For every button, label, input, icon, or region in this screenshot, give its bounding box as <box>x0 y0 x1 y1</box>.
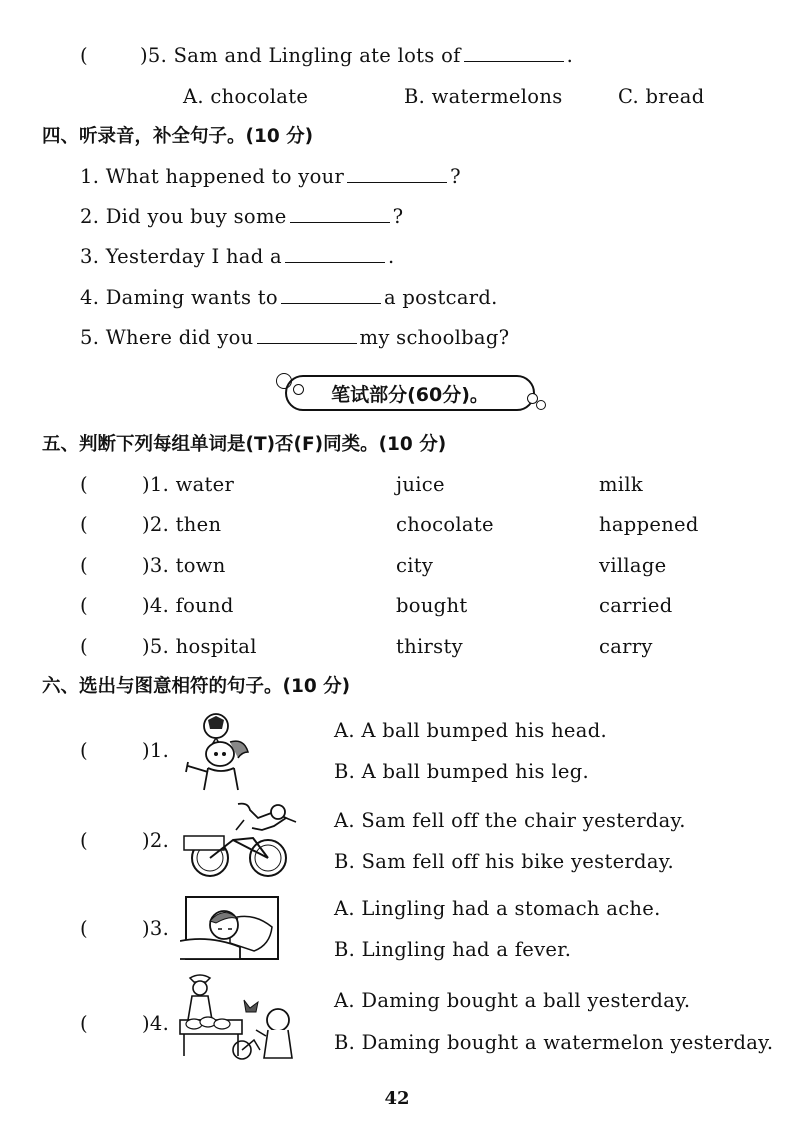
word-3: carry <box>599 635 653 658</box>
answer-blank[interactable] <box>347 166 447 183</box>
word-2: bought <box>396 594 468 617</box>
fill-sentence-5: 5. Where did you my schoolbag? <box>80 326 510 349</box>
girl-in-bed-icon <box>180 893 284 963</box>
fill-sentence-1: 1. What happened to your ? <box>80 165 461 188</box>
option-a: A. chocolate <box>183 85 309 108</box>
item-number: )4. <box>142 1012 170 1035</box>
page-number: 42 <box>384 1088 410 1109</box>
fill-sentence-4: 4. Daming wants to a postcard. <box>80 286 498 309</box>
option-b: B. watermelons <box>404 85 563 108</box>
choice-a: A. Sam fell off the chair yesterday. <box>334 809 686 832</box>
choice-b: B. Daming bought a watermelon yesterday. <box>334 1031 774 1054</box>
word-1: )5. hospital <box>142 635 257 658</box>
item-number: )3. <box>142 917 170 940</box>
boy-fall-bike-icon <box>178 800 306 882</box>
word-3: village <box>599 554 667 577</box>
answer-blank[interactable] <box>290 206 390 223</box>
item-number: )1. <box>142 739 170 762</box>
section5-title: 五、判断下列每组单词是(T)否(F)同类。(10 分) <box>42 434 447 455</box>
question-text: )5. Sam and Lingling ate lots of . <box>140 44 574 67</box>
written-part-banner: 笔试部分(60分)。 <box>285 375 535 411</box>
answer-blank[interactable] <box>464 45 564 62</box>
word-2: city <box>396 554 434 577</box>
choice-a: A. Lingling had a stomach ache. <box>334 897 661 920</box>
boy-ball-head-icon <box>178 712 258 792</box>
answer-paren[interactable]: ( <box>80 635 88 658</box>
bubble-decoration <box>536 400 546 410</box>
word-3: milk <box>599 473 643 496</box>
choice-b: B. Sam fell off his bike yesterday. <box>334 850 674 873</box>
fruit-stall-icon <box>176 972 300 1068</box>
answer-blank[interactable] <box>281 287 381 304</box>
answer-paren[interactable]: ( <box>80 1012 88 1035</box>
word-1: )1. water <box>142 473 235 496</box>
choice-a: A. A ball bumped his head. <box>334 719 607 742</box>
word-1: )4. found <box>142 594 234 617</box>
answer-paren[interactable]: ( <box>80 594 88 617</box>
choice-b: B. A ball bumped his leg. <box>334 760 589 783</box>
answer-paren[interactable]: ( <box>80 554 88 577</box>
fill-sentence-3: 3. Yesterday I had a . <box>80 245 395 268</box>
answer-paren[interactable]: ( <box>80 829 88 852</box>
answer-paren: ( <box>80 44 88 67</box>
item-number: )2. <box>142 829 170 852</box>
word-1: )3. town <box>142 554 226 577</box>
word-3: carried <box>599 594 673 617</box>
answer-paren[interactable]: ( <box>80 473 88 496</box>
choice-a: A. Daming bought a ball yesterday. <box>334 989 691 1012</box>
word-1: )2. then <box>142 513 222 536</box>
fill-sentence-2: 2. Did you buy some ? <box>80 205 404 228</box>
word-2: chocolate <box>396 513 494 536</box>
word-3: happened <box>599 513 699 536</box>
word-2: thirsty <box>396 635 463 658</box>
choice-b: B. Lingling had a fever. <box>334 938 572 961</box>
answer-blank[interactable] <box>285 246 385 263</box>
section4-title: 四、听录音，补全句子。(10 分) <box>42 126 314 147</box>
section6-title: 六、选出与图意相符的句子。(10 分) <box>42 676 351 697</box>
option-c: C. bread <box>618 85 705 108</box>
answer-paren[interactable]: ( <box>80 917 88 940</box>
word-2: juice <box>396 473 445 496</box>
answer-paren[interactable]: ( <box>80 739 88 762</box>
answer-paren[interactable]: ( <box>80 513 88 536</box>
answer-blank[interactable] <box>257 327 357 344</box>
